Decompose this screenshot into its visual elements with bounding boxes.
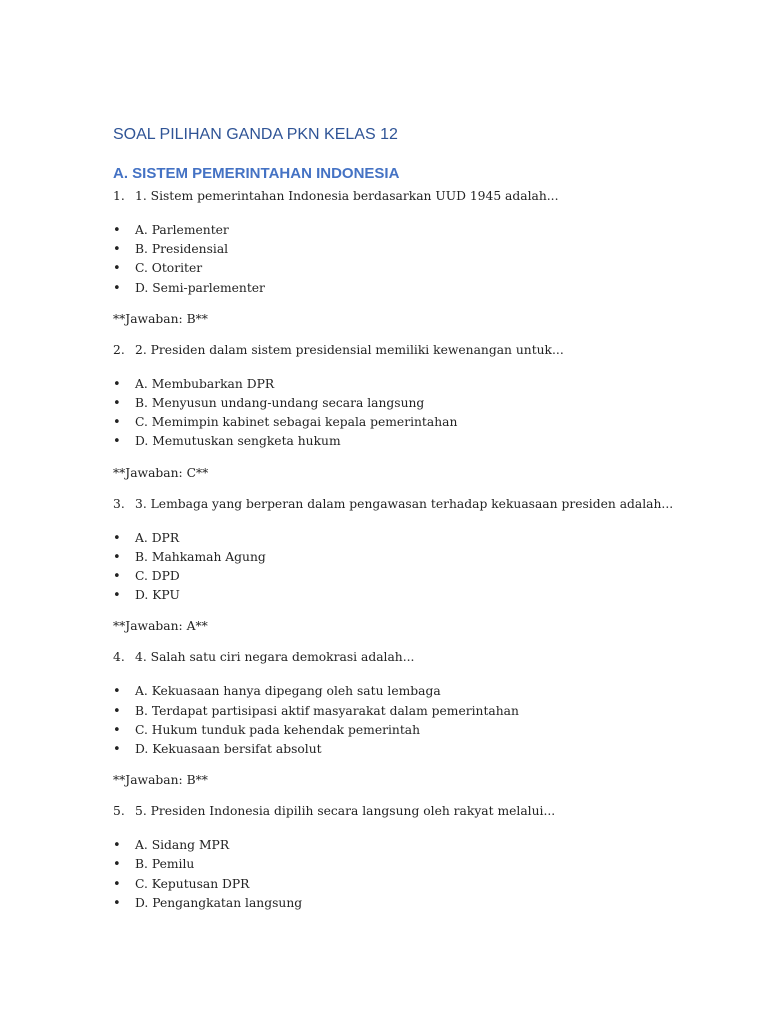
option-text: A. DPR xyxy=(135,530,180,545)
option-text: B. Pemilu xyxy=(135,857,195,872)
option-item xyxy=(113,855,713,874)
option-text: A. Parlementer xyxy=(135,223,229,237)
option-text: D. Pengangkatan langsung xyxy=(135,895,303,910)
option-text: A. Sidang MPR xyxy=(135,838,230,853)
question-text: 5. Presiden Indonesia dipilih secara langsung oleh rakyat melalui... xyxy=(135,804,556,819)
option-text: C. DPD xyxy=(135,569,180,584)
option-item xyxy=(113,894,713,913)
option-list xyxy=(113,682,713,759)
option-item xyxy=(113,394,713,413)
option-list xyxy=(113,529,713,606)
option-item xyxy=(113,548,713,567)
question-block-3 xyxy=(113,496,713,635)
answer-text: **Jawaban: B** xyxy=(113,311,208,326)
bullet-icon: • xyxy=(113,838,121,854)
option-item xyxy=(113,529,713,548)
option-item xyxy=(113,413,713,432)
document-title: SOAL PILIHAN GANDA PKN KELAS 12 xyxy=(113,126,398,143)
option-text: B. Menyusun undang-undang secara langsung xyxy=(135,396,425,411)
bullet-icon: • xyxy=(113,722,121,738)
option-item xyxy=(113,432,713,451)
bullet-icon: • xyxy=(113,280,121,296)
option-item xyxy=(113,240,713,259)
bullet-icon: • xyxy=(113,415,121,431)
option-item xyxy=(113,279,713,298)
bullet-icon: • xyxy=(113,242,121,258)
bullet-icon: • xyxy=(113,742,121,758)
option-text: A. Kekuasaan hanya dipegang oleh satu lembaga xyxy=(135,684,441,699)
question-block-5 xyxy=(113,803,713,913)
option-item xyxy=(113,740,713,759)
question-4 xyxy=(113,649,713,665)
option-item xyxy=(113,836,713,855)
option-list xyxy=(113,836,713,913)
option-item xyxy=(113,875,713,894)
question-text: 1. Sistem pemerintahan Indonesia berdasarkan UUD 1945 adalah... xyxy=(135,189,559,203)
option-text: A. Membubarkan DPR xyxy=(135,376,275,391)
option-item xyxy=(113,375,713,394)
bullet-icon: • xyxy=(113,549,121,565)
bullet-icon: • xyxy=(113,876,121,892)
bullet-icon: • xyxy=(113,434,121,450)
bullet-icon: • xyxy=(113,857,121,873)
bullet-icon: • xyxy=(113,703,121,719)
option-item xyxy=(113,682,713,701)
document-content xyxy=(113,124,713,913)
question-block-2 xyxy=(113,342,713,481)
option-item xyxy=(113,586,713,605)
option-text: B. Presidensial xyxy=(135,242,229,257)
option-item xyxy=(113,259,713,278)
bullet-icon: • xyxy=(113,588,121,604)
bullet-icon: • xyxy=(113,895,121,911)
question-1 xyxy=(113,188,713,204)
question-number: 5. xyxy=(113,804,125,819)
bullet-icon: • xyxy=(113,261,121,277)
question-number: 3. xyxy=(113,496,125,511)
bullet-icon: • xyxy=(113,684,121,700)
option-list xyxy=(113,375,713,452)
section-title: A. SISTEM PEMERINTAHAN INDONESIA xyxy=(113,165,400,182)
option-text: D. Kekuasaan bersifat absolut xyxy=(135,742,322,757)
question-text: 3. Lembaga yang berperan dalam pengawasan terhadap kekuasaan presiden adalah... xyxy=(135,496,674,511)
question-text: 4. Salah satu ciri negara demokrasi adalah... xyxy=(135,650,415,665)
option-text: B. Mahkamah Agung xyxy=(135,549,266,564)
option-text: B. Terdapat partisipasi aktif masyarakat dalam pemerintahan xyxy=(135,703,519,718)
option-item xyxy=(113,567,713,586)
option-list xyxy=(113,221,713,298)
bullet-icon: • xyxy=(113,223,121,238)
option-text: C. Memimpin kabinet sebagai kepala pemerintahan xyxy=(135,415,458,430)
option-text: D. KPU xyxy=(135,588,180,603)
question-5 xyxy=(113,803,713,819)
question-number: 1. xyxy=(113,189,125,203)
bullet-icon: • xyxy=(113,396,121,412)
option-text: D. Memutuskan sengketa hukum xyxy=(135,434,341,449)
answer-text: **Jawaban: C** xyxy=(113,465,209,480)
option-item xyxy=(113,721,713,740)
answer-text: **Jawaban: B** xyxy=(113,773,208,788)
option-text: C. Hukum tunduk pada kehendak pemerintah xyxy=(135,722,421,737)
question-number: 4. xyxy=(113,650,125,665)
question-block-1 xyxy=(113,188,713,327)
question-text: 2. Presiden dalam sistem presidensial memiliki kewenangan untuk... xyxy=(135,342,564,357)
answer-text: **Jawaban: A** xyxy=(113,619,208,634)
bullet-icon: • xyxy=(113,530,121,546)
option-item xyxy=(113,702,713,721)
question-3 xyxy=(113,496,713,512)
bullet-icon: • xyxy=(113,569,121,585)
question-number: 2. xyxy=(113,342,125,357)
option-item xyxy=(113,221,713,240)
option-text: C. Otoriter xyxy=(135,261,203,276)
option-text: C. Keputusan DPR xyxy=(135,876,250,891)
bullet-icon: • xyxy=(113,376,121,392)
question-2 xyxy=(113,342,713,358)
question-block-4 xyxy=(113,649,713,788)
option-text: D. Semi-parlementer xyxy=(135,280,265,295)
